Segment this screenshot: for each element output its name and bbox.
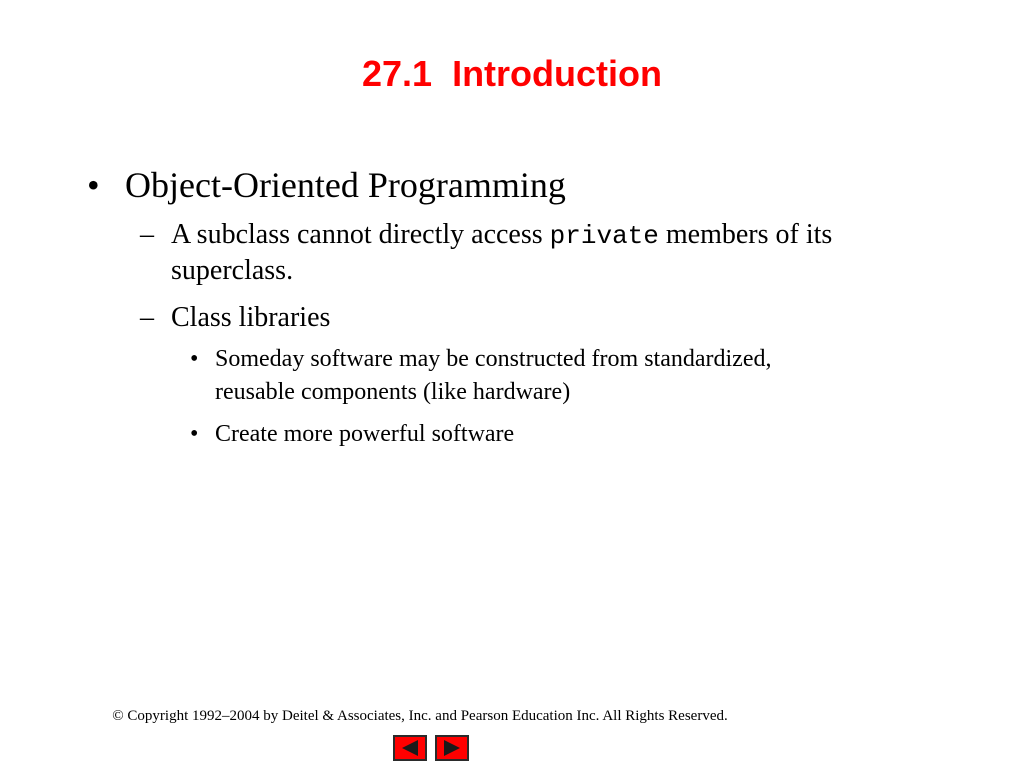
left-arrow-icon — [395, 737, 425, 759]
bullet-marker: • — [87, 165, 100, 205]
copyright-notice: © Copyright 1992–2004 by Deitel & Associates, Inc. and Pearson Education Inc. All Rights Reserved. — [112, 708, 728, 724]
code-keyword: private — [549, 221, 659, 251]
slide-title — [0, 52, 1024, 96]
dash-marker: – — [140, 302, 154, 333]
bullet-marker: • — [190, 346, 199, 372]
title-text: Introduction — [452, 53, 663, 94]
title-number: 27.1 — [361, 53, 433, 94]
bullet-marker: • — [190, 421, 199, 447]
sub-sub-bullet-line-2: reusable components (like hardware) — [215, 379, 571, 405]
right-arrow-icon — [437, 737, 467, 759]
sub-bullet-text: Class libraries — [171, 302, 331, 333]
text-after-code: members of its — [665, 219, 833, 250]
next-slide-button[interactable] — [435, 735, 469, 761]
text-before-code: A subclass cannot directly access — [171, 219, 543, 250]
bullet-text: Object-Oriented Programming — [125, 165, 566, 205]
previous-slide-button[interactable] — [393, 735, 427, 761]
dash-marker: – — [140, 219, 154, 250]
sub-bullet-line-1 — [171, 217, 832, 254]
sub-bullet-line-2: superclass. — [171, 255, 294, 286]
sub-sub-bullet-line-1: Someday software may be constructed from standardized, — [215, 346, 772, 372]
sub-sub-bullet-text: Create more powerful software — [215, 421, 515, 447]
